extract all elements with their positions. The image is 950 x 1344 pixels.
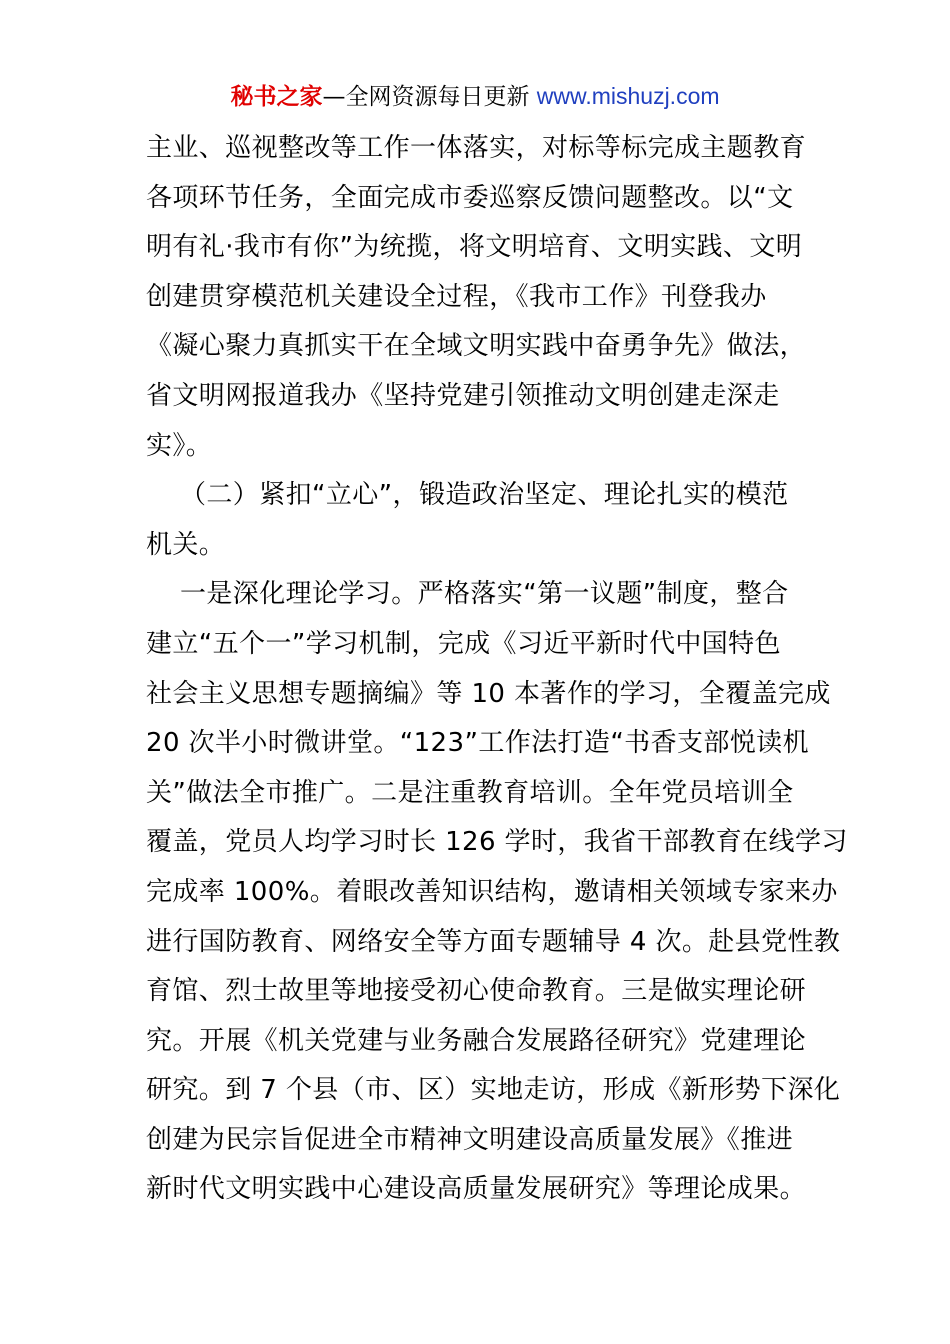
site-url-link[interactable]: www.mishuzj.com bbox=[536, 83, 720, 109]
document-body bbox=[146, 124, 848, 1215]
text-line: 20 次半小时微讲堂。“123”工作法打造“书香支部悦读机 bbox=[146, 728, 809, 759]
site-brand: 秘书之家 bbox=[230, 84, 323, 110]
text-line: 进行国防教育、网络安全等方面专题辅导 4 次。赴县党性教 bbox=[146, 926, 841, 957]
page-header bbox=[0, 80, 950, 113]
text-line: 完成率 100%。着眼改善知识结构，邀请相关领域专家来办 bbox=[146, 876, 838, 907]
site-tagline: —全网资源每日更新 bbox=[322, 84, 537, 110]
text-line: 各项环节任务，全面完成市委巡察反馈问题整改。以“文 bbox=[146, 182, 794, 213]
text-line: 建立“五个一”学习机制，完成《习近平新时代中国特色 bbox=[146, 628, 781, 659]
text-line: 覆盖，党员人均学习时长 126 学时，我省干部教育在线学习 bbox=[146, 827, 848, 858]
section-heading-continuation: 机关。 bbox=[146, 529, 226, 560]
text-line: 关”做法全市推广。二是注重教育培训。全年党员培训全 bbox=[146, 777, 794, 808]
section-heading: （二）紧扣“立心”，锻造政治坚定、理论扎实的模范 bbox=[180, 480, 789, 511]
text-line: 社会主义思想专题摘编》等 10 本著作的学习，全覆盖完成 bbox=[146, 678, 831, 709]
text-line: 育馆、烈士故里等地接受初心使命教育。三是做实理论研 bbox=[146, 976, 807, 1007]
text-line: 创建为民宗旨促进全市精神文明建设高质量发展》《推进 bbox=[146, 1124, 794, 1155]
text-line: 研究。到 7 个县（市、区）实地走访，形成《新形势下深化 bbox=[146, 1075, 841, 1106]
text-line: 明有礼·我市有你”为统揽，将文明培育、文明实践、文明 bbox=[146, 232, 803, 263]
text-line: 实》。 bbox=[146, 430, 213, 461]
text-line: 新时代文明实践中心建设高质量发展研究》等理论成果。 bbox=[146, 1174, 807, 1205]
text-line: 主业、巡视整改等工作一体落实，对标等标完成主题教育 bbox=[146, 133, 807, 163]
text-line: 创建贯穿模范机关建设全过程，《我市工作》刊登我办 bbox=[146, 281, 767, 312]
text-line: 究。开展《机关党建与业务融合发展路径研究》党建理论 bbox=[146, 1025, 807, 1056]
text-line: 省文明网报道我办《坚持党建引领推动文明创建走深走 bbox=[146, 380, 780, 411]
text-line: 《凝心聚力真抓实干在全域文明实践中奋勇争先》做法， bbox=[146, 331, 807, 362]
paragraph-first-line: 一是深化理论学习。严格落实“第一议题”制度，整合 bbox=[180, 579, 789, 610]
